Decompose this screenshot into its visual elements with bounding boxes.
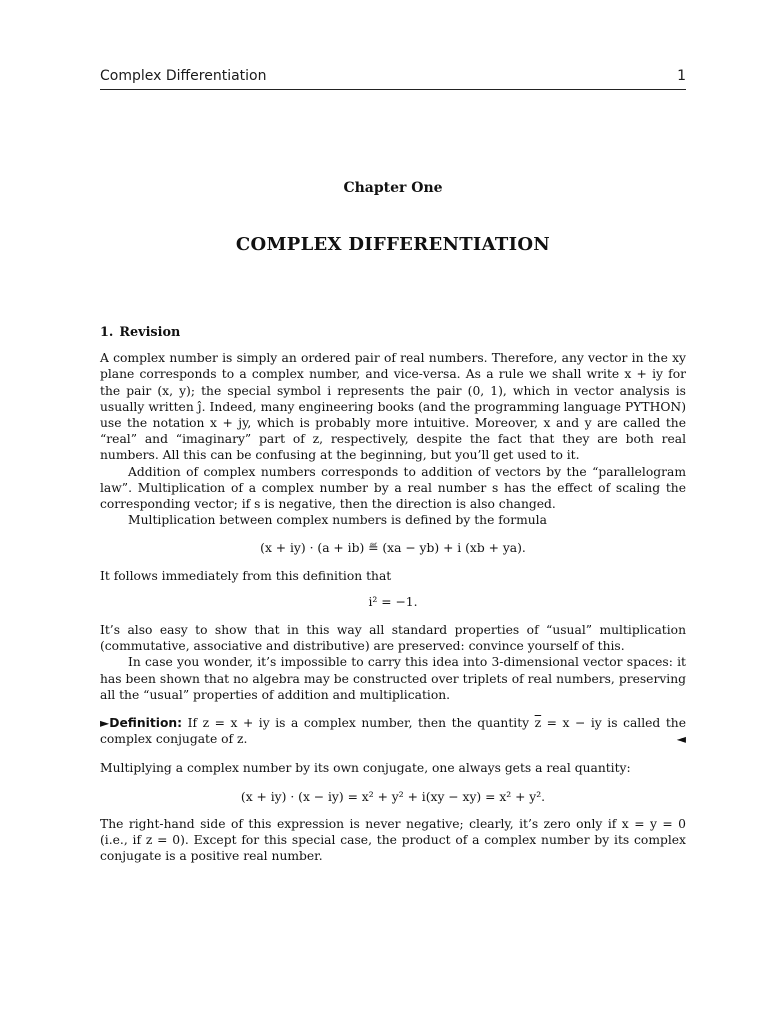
- paragraph-conclusion: The right-hand side of this expression is never negative; clearly, it’s zero only if x = y = 0 (i.e., if z = 0). Except for this special case, the product of a complex number by its complex conjugate is a positive real number.: [100, 816, 686, 864]
- definition-text-after: = x − iy is called the complex conjugate of z.: [100, 716, 686, 747]
- section-title: Revision: [119, 325, 181, 340]
- equation-multiplication: (x + iy) · (a + ib) ≝ (xa − yb) + i (xb + ya).: [260, 541, 526, 556]
- paragraph-multiplication-intro: Multiplication between complex numbers is defined by the formula: [128, 513, 547, 528]
- header-rule: [100, 89, 686, 90]
- page-number: 1: [677, 68, 686, 84]
- paragraph-intro: A complex number is simply an ordered pair of real numbers. Therefore, any vector in the xy plane corresponds to a complex number, and vice-versa. As a rule we shall write x + iy for the pair (x, y); the special symbol i represents the pair (0, 1), which in vector analysis is usually written ĵ. Indeed, many engineering books (and the programming language PYTHON) use the notation x + jy, which is probably more intuitive. Moreover, x and y are called the “real” and “imaginary” part of z, respectively, despite the fact that they are both real numbers. All this can be confusing at the beginning, but you’ll get used to it.: [100, 351, 686, 463]
- paragraph-3d-note: In case you wonder, it’s impossible to carry this idea into 3-dimensional vector spaces: it has been shown that no algebra may be constructed over triplets of real numbers, preserving all the “usual” properties of addition and multiplication.: [100, 655, 686, 702]
- definition-block: [100, 715, 686, 747]
- body-text: [100, 325, 686, 864]
- section-number: 1.: [100, 325, 114, 340]
- definition-text-before: If z = x + iy is a complex number, then the quantity: [182, 716, 535, 731]
- paragraph-addition: Addition of complex numbers corresponds to addition of vectors by the “parallelogram law”. Multiplication of a complex number by a real number s has the effect of scaling the corresponding vector; if s is negative, then the direction is also changed.: [100, 464, 686, 512]
- definition-start-marker: ►: [100, 716, 110, 731]
- chapter-title: COMPLEX DIFFERENTIATION: [235, 234, 551, 255]
- section-heading: [100, 325, 686, 341]
- paragraph-conjugate-intro: Multiplying a complex number by its own conjugate, one always gets a real quantity:: [100, 761, 631, 776]
- paragraph-follows: It follows immediately from this definition that: [100, 568, 392, 583]
- definition-label: Definition:: [109, 716, 183, 731]
- paragraph-properties: It’s also easy to show that in this way all standard properties of “usual” multiplication (commutative, associative and distributive) are preserved: convince yourself of this.: [100, 623, 686, 654]
- chapter-label: Chapter One: [343, 180, 443, 196]
- definition-end-marker: ◄: [676, 732, 686, 747]
- z-conjugate-symbol: $\overline{z}$: [534, 716, 542, 731]
- running-title: Complex Differentiation: [100, 68, 267, 84]
- running-header: [100, 68, 686, 84]
- equation-conjugate-product: (x + iy) · (x − iy) = x² + y² + i(xy − xy) = x² + y².: [240, 789, 546, 804]
- equation-i-squared: i² = −1.: [368, 594, 418, 609]
